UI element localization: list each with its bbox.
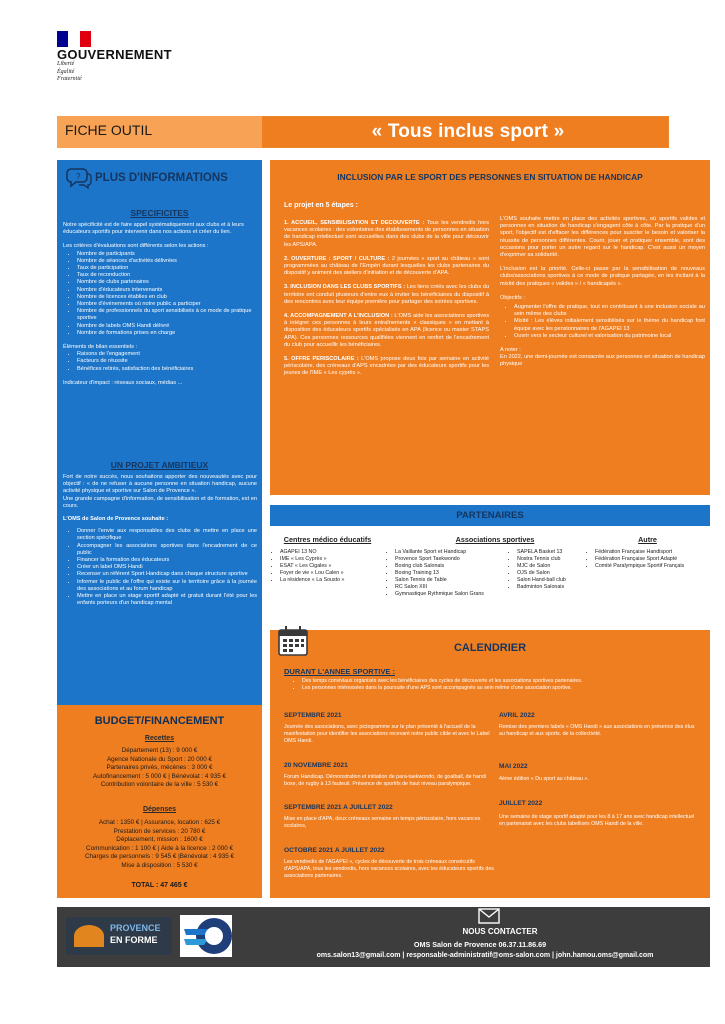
step-text: Tous les vendredis hors vacances scolaires : des volontaires des établissements de personnes en situation de handicap intellectuel sont accueillies dans des clubs de la ville pour découvrir les APS/APA.: [284, 220, 489, 248]
depense-line: Mise à disposition : 5 530 €: [121, 861, 198, 869]
critere-item: • Taux de reconduction: [77, 272, 257, 279]
contact-heading: NOUS CONTACTER: [462, 927, 538, 936]
logo-line2: EN FORME: [110, 935, 158, 945]
oms-item: • Informer le public de l'offre qui existe sur le territoire grâce à la journée des associations et au forum handicap: [77, 579, 257, 593]
partner-item: • Badminton Salonais: [517, 584, 602, 591]
partenaires-col-assos: [385, 535, 605, 598]
event-heading: OCTOBRE 2021 A JUILLET 2022: [284, 847, 385, 854]
partner-item: • Boxing club Salonais: [395, 563, 507, 570]
annee-list: [290, 678, 700, 692]
partner-item: • Salon Tennis de Table: [395, 577, 507, 584]
specificites-text: [63, 222, 257, 387]
specificites-intro: Notre spécificité est de faire appel systématiquement aux clubs et à leurs éducateurs sportifs pour intervenir dans nos actions et créer du lien.: [63, 222, 244, 236]
objectif-item: • Ouvrir vers le secteur culturel et valorisation du patrimoine local: [514, 333, 705, 340]
page-title: « Tous inclus sport »: [371, 121, 565, 142]
oms-item: • Mettre en place un stage sportif adapté et gratuit durant l'été pour les enfants porteurs d'un handicap mental: [77, 593, 257, 607]
partner-item: • Comité Paralympique Sportif Français: [595, 563, 710, 570]
objectifs-list: [500, 304, 705, 340]
partner-item: • ESAT « Les Cigales »: [280, 563, 385, 570]
critere-item: • Nombre de licences établies en club: [77, 294, 257, 301]
depense-line: Communication : 1 100 € | Aide à la licence : 2 000 €: [86, 844, 233, 852]
budget-panel: [57, 705, 262, 898]
budget-heading: BUDGET/FINANCEMENT: [94, 715, 225, 727]
medico-heading: Centres médico éducatifs: [283, 535, 372, 544]
step-heading: 4. ACCOMPAGNEMENT A L'INCLUSION :: [284, 313, 395, 320]
step-heading: 2. OUVERTURE : SPORT / CULTURE :: [284, 255, 392, 262]
provence-en-forme-logo: [66, 917, 172, 955]
motto: [57, 61, 82, 84]
recette-line: Département (13) : 9 000 €: [121, 747, 198, 754]
partner-item: • Fédération Française Sport Adapté: [595, 556, 710, 563]
inclusion-title: INCLUSION PAR LE SPORT DES PERSONNES EN SITUATION DE HANDICAP: [337, 172, 643, 182]
flag-red: [80, 31, 91, 47]
partner-item: • MJC de Salon: [517, 563, 602, 570]
oms-logo-graphic: [180, 915, 232, 957]
logo-shape: [74, 925, 104, 947]
event-heading: AVRIL 2022: [499, 712, 535, 719]
specificites-heading: SPECIFICITES: [130, 208, 189, 218]
critere-item: • Nombre de clubs partenaires: [77, 279, 257, 286]
impact-text: Indicateur d'impact : réseaux sociaux, médias ...: [63, 379, 183, 386]
info-panel: [57, 160, 262, 705]
step-heading: 3. INCLUSION DANS LES CLUBS SPORTIFS :: [284, 284, 407, 291]
step-text: 2 journées « sport au château » sont programmées au château de l'Empéri durant lesquelles les clubs partenaires du dispositif y animent des ateliers d'initiation et de découverte d'APA.: [284, 255, 489, 277]
event-heading: 20 NOVEMBRE 2021: [284, 762, 348, 769]
a-noter-text: En 2022, une demi-journée est consacrée aux personnes en situation de handicap physique: [500, 354, 705, 368]
partner-item: • AGAPEI 13 NO: [280, 549, 385, 556]
step-heading: 5. OFFRE PERISCOLAIRE :: [284, 356, 362, 363]
steps-column: [284, 220, 489, 385]
motto-liberte: Liberté: [57, 61, 75, 67]
flag-blue: [57, 31, 68, 47]
autre-heading: Autre: [638, 535, 657, 544]
annee-item: • Les personnes intéressées dans la poursuite d'une APS sont accompagnés au sein même d'une association sportive.: [302, 685, 700, 692]
partner-item: • RC Salon XIII: [395, 584, 507, 591]
bilan-list: [63, 351, 257, 373]
assos-list-a: [385, 549, 507, 598]
flag-white: [68, 31, 79, 47]
event-heading: MAI 2022: [499, 763, 528, 770]
projet-etapes-heading: Le projet en 5 étapes :: [284, 202, 358, 209]
event-heading: JUILLET 2022: [499, 800, 543, 807]
oms-item: • Donner l'envie aux responsables des clubs de mettre en place une section spécifique: [77, 528, 257, 542]
partner-item: • IME « Les Cyprès »: [280, 556, 385, 563]
svg-text:?: ?: [76, 172, 81, 181]
plus-info-title: PLUS D'INFORMATIONS: [95, 172, 228, 184]
projet-text-2: Une grande campagne d'information, de sensibilisation et de formation, est en cours.: [63, 495, 257, 509]
partner-item: • Provence Sport Taekwondo: [395, 556, 507, 563]
calendrier-title: CALENDRIER: [453, 642, 527, 654]
partner-item: • SAPELA Basket 13: [517, 549, 602, 556]
depenses-list: [57, 819, 262, 871]
chat-icon: [65, 166, 93, 190]
oms-item: • Recenser un référent Sport Handicap dans chaque structure sportive: [77, 571, 257, 578]
depenses-heading: Dépenses: [142, 806, 177, 813]
partenaires-title: PARTENAIRES: [456, 510, 524, 521]
step-item: [284, 356, 489, 378]
partner-item: • La Vaillante Sport et Handicap: [395, 549, 507, 556]
projet-text: [63, 474, 257, 607]
calendrier-panel: [270, 630, 710, 898]
contact-emails[interactable]: oms.salon13@gmail.com | responsable-administratif@oms-salon.com | john.hamou.oms@gmail.com: [316, 952, 654, 959]
critere-item: • Taux de participation: [77, 265, 257, 272]
event-text: Journée des associations, avec pictogramme sur le plan présenté à l'accueil de la manifestation pour identifier les associations recevant notre public cible et avec le Label OMS Handi.: [284, 724, 490, 744]
logo-line1: PROVENCE: [110, 923, 161, 933]
step-text: L'OMS aide les associations sportives à intégrer ces personnes à leurs entraînements « classiques » en mettant à disposition des éducateurs sportifs spécialisés en APA (licence ou master STAPS APA). Ces personnes ressources qualifiées viennent en renfort de l'encadrement du club pour accueillir les bénéficiaires.: [284, 313, 490, 348]
criteres-intro: Les critères d'évaluations sont différents selon les actions :: [63, 243, 209, 250]
partenaires-band: [270, 505, 710, 526]
oms-item: • Créer un label OMS Handi: [77, 564, 257, 571]
a-noter-label: A noter :: [500, 347, 521, 354]
event-heading: SEPTEMBRE 2021: [284, 712, 342, 719]
critere-item: • Nombre d'événements où notre public a participer: [77, 301, 257, 308]
step-text: L'OMS propose deux fois par semaine en activité périscolaire, des créneaux d'APS encadrées par des éducateurs sportifs pour les jeunes de l'IME « Les cyprès ».: [284, 356, 489, 377]
bilan-intro: Éléments de bilan essentiels :: [63, 344, 138, 351]
inclusion-p1: L'OMS souhaite mettre en place des activités sportives, où sportifs valides et personnes en situation de handicap s'engagent côte à côte. Par la pratique d'un sport, l'objectif est d'effacer les différences pour susciter le besoin et valoriser la réussite de personnes différentes. Courir, jouer et pratiquer ensemble, sont des occasions pour porter un autre regard sur le handicap. C'est aussi un moyen d'exprimer sa solidarité.: [500, 216, 705, 259]
objectifs-heading: Objectifs :: [500, 294, 525, 301]
oms-item: • Financer la formation des éducateurs: [77, 557, 257, 564]
event-text: Les vendredis de l'AGAPEI », cycles de découverte de trois créneaux consécutifs d'APS/APA, tous les vendredis, hors vacances scolaires, avec les éducateurs sportifs des associations partenaires.: [284, 859, 494, 879]
oms-logo: [180, 915, 232, 957]
bilan-item: • Facteurs de réussite: [77, 358, 257, 365]
critere-item: • Nombre de professionnels du sport sensibilisés à ce mode de pratique sportive: [77, 308, 257, 322]
step-item: [284, 284, 489, 306]
oms-souhaite: L'OMS de Salon de Provence souhaite :: [63, 516, 169, 523]
inclusion-right-column: [500, 216, 705, 369]
motto-egalite: Égalité: [57, 68, 75, 75]
step-heading: 1. ACCUEIL, SENSIBILISATION ET DECOUVERTE :: [284, 220, 427, 226]
criteres-list: [63, 251, 257, 337]
critere-item: • Nombre de séances d'activités délivrées: [77, 258, 257, 265]
depense-line: Achat : 1350 € | Assurance, location : 625 €: [98, 819, 221, 826]
partner-item: • Gymnastique Rythmique Salon Grans: [395, 591, 507, 598]
assos-heading: Associations sportives: [455, 535, 535, 544]
partenaires-col-autre: [585, 535, 710, 570]
partner-item: • Boxing Training 13: [395, 570, 507, 577]
partner-item: • OJS de Salon: [517, 570, 602, 577]
budget-total: TOTAL : 47 465 €: [131, 882, 188, 889]
annee-item: • Des temps conviviaux organisés avec les bénéficiaires des cycles de découverte et les associations sportives partenaires.: [302, 678, 700, 685]
recette-line: Partenaires privés, mécènes : 3 000 €: [106, 764, 213, 772]
recette-line: Agence Nationale du Sport : 20 000 €: [106, 755, 213, 763]
gouvernement-title: GOUVERNEMENT: [57, 47, 172, 62]
motto-fraternite: Fraternité: [57, 76, 82, 82]
projet-text-1: Fort de notre succès, nous souhaitons apporter des nouveautés avec pour objectif : « de ne refuser à aucune personne en situation handicap, aucune activité physique et sportive sur Salon de Provence ».: [63, 474, 257, 495]
partner-item: • Fédération Française Handisport: [595, 549, 710, 556]
autre-list: [585, 549, 710, 570]
recettes-heading: Recettes: [144, 735, 175, 742]
partner-item: • Foyer de vie « Lou Calen »: [280, 570, 385, 577]
step-item: [284, 313, 489, 349]
contact-phone: OMS Salon de Provence 06.37.11.86.69: [413, 940, 547, 949]
depense-line: Prestation de services : 20 780 €: [113, 827, 206, 835]
bilan-item: • Raisons de l'engagement: [77, 351, 257, 358]
event-text: Mise en place d'APA, deux créneaux semaine en temps périscolaire, hors vacances scolaires,: [284, 816, 481, 829]
partenaires-col-medico: [270, 535, 385, 584]
inclusion-p2: L'inclusion est la priorité. Celle-ci passe par la sensibilisation de nouveaux clubs/associations sportives à ce mode de pratique partagée, en les incitant à la mixité des pratiques « valides » / « handicapés ».: [500, 266, 705, 287]
step-item: [284, 256, 489, 278]
event-text: Forum Handicap. Démonstration et initiation de para-taekwondo, de goalball, de handi boxe, de rugby à 13 fauteuil. Présence de sportifs de haut niveau paralympique.: [284, 774, 486, 787]
depense-line: Charges de personnels : 9 545 € |Bénévolat : 4 935 €: [84, 853, 235, 861]
bilan-item: • Bénéfices retirés, satisfaction des bénéficiaires: [77, 366, 257, 373]
step-item: [284, 220, 489, 249]
critere-item: • Nombre d'éducateurs intervenants: [77, 287, 257, 294]
inclusion-panel: [270, 160, 710, 495]
critere-item: • Nombre de formations prises en charge: [77, 330, 257, 337]
french-flag: [57, 31, 91, 47]
step-text: Les liens créés avec les clubs du territoire ont conduit plusieurs d'entre eux à inviter les bénéficiaires du dispositif à des rencontres avec leur équipe première pour partager des soirées sportives.: [284, 284, 490, 305]
objectif-item: • Mixité : Les élèves initialement sensibilisés sur le thème du handicap font équipe avec les pensionnaires de l'AGAPEI 13: [514, 318, 705, 332]
projet-heading: UN PROJET AMBITIEUX: [110, 460, 209, 470]
medico-list: [270, 549, 385, 584]
recette-line: Autofinancement : 5 000 € | Bénévolat : 4 935 €: [93, 772, 226, 780]
event-text: Une semaine de stage sportif adapté pour les 8 à 17 ans avec handicap intellectuel en partenariat avec les clubs labellisés OMS Handi de la ville.: [499, 814, 695, 827]
recettes-list: [57, 747, 262, 790]
event-text: Remise des premiers labels « OMS Handi » aux associations en présence des élus au handicap et aux sports. de la collectivité.: [499, 724, 695, 737]
partner-item: • Nostra Tennis club: [517, 556, 602, 563]
partner-item: • La résidence « La Sousto »: [280, 577, 385, 584]
annee-heading: DURANT L'ANNEE SPORTIVE :: [284, 667, 395, 676]
oms-item: • Accompagner les associations sportives dans l'encadrement de ce public: [77, 543, 257, 557]
partner-item: • Salon Hand-ball club: [517, 577, 602, 584]
fiche-outil-label: FICHE OUTIL: [57, 116, 262, 148]
event-heading: SEPTEMBRE 2021 A JUILLET 2022: [284, 804, 393, 811]
event-text: 4ème édition « Du sport au château ».: [499, 776, 589, 782]
critere-item: • Nombre de labels OMS Handi délivré: [77, 323, 257, 330]
annee-bullets: [290, 678, 700, 692]
oms-list: [63, 528, 257, 607]
recette-line: Contribution volontaire de la ville : 5 530 €: [100, 781, 219, 789]
mail-icon: [478, 908, 500, 924]
critere-item: • Nombre de participants: [77, 251, 257, 258]
depense-line: Déplacement, mission : 1600 €: [116, 836, 203, 844]
objectif-item: • Augmenter l'offre de pratique, tout en contribuant à une inclusion sociale au sein même des clubs: [514, 304, 705, 318]
